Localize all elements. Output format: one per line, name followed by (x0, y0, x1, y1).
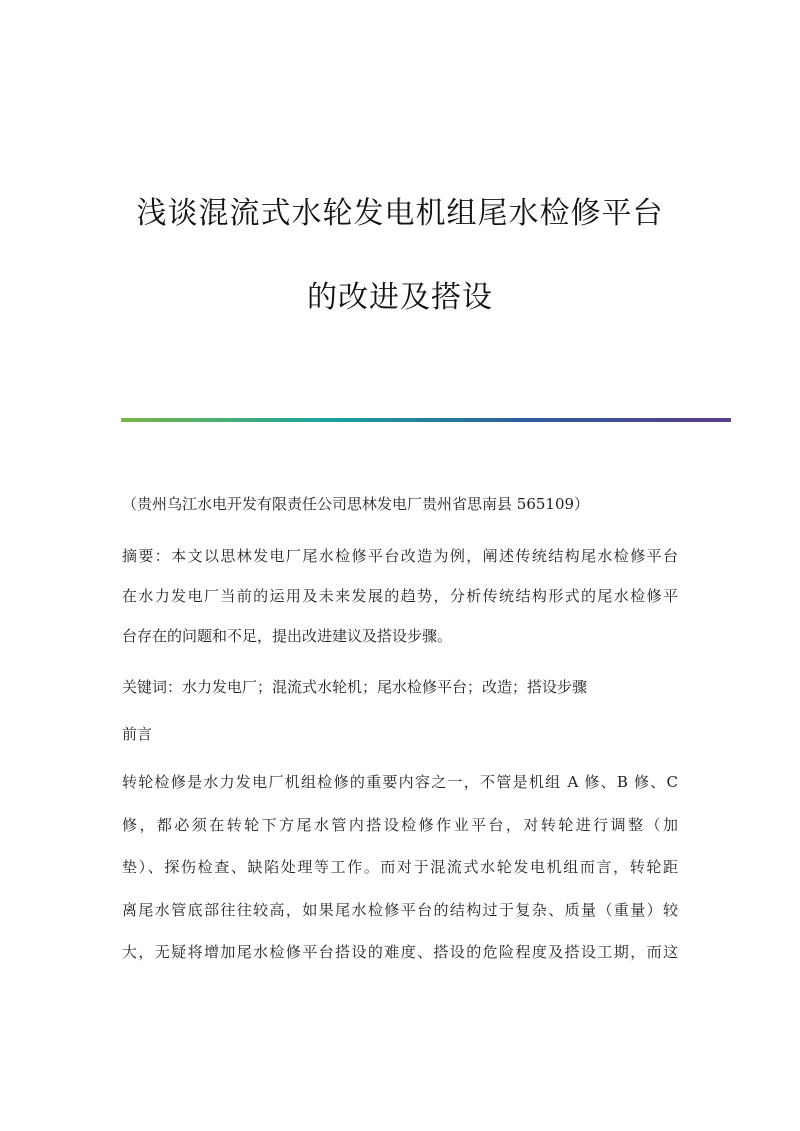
body-line-2: 修，都必须在转轮下方尾水管内搭设检修作业平台，对转轮进行调整（加 (122, 816, 678, 834)
gradient-divider (121, 418, 731, 422)
abstract-line-3: 台存在的问题和不足，提出改进建议及搭设步骤。 (122, 627, 453, 645)
body-line-3: 垫）、探伤检查、缺陷处理等工作。而对于混流式水轮发电机组而言，转轮距 (122, 858, 678, 876)
affiliation: （贵州乌江水电开发有限责任公司思林发电厂贵州省思南县 565109） (122, 495, 590, 513)
title-line-1: 浅谈混流式水轮发电机组尾水检修平台 (136, 196, 664, 231)
preface-heading: 前言 (122, 725, 153, 743)
title-line-2: 的改进及搭设 (307, 280, 493, 315)
abstract-line-1: 摘要：本文以思林发电厂尾水检修平台改造为例，阐述传统结构尾水检修平台 (122, 547, 678, 565)
keywords: 关键词：水力发电厂；混流式水轮机；尾水检修平台；改造；搭设步骤 (122, 678, 588, 696)
body-line-4: 离尾水管底部往往较高，如果尾水检修平台的结构过于复杂、质量（重量）较 (122, 901, 678, 919)
body-line-1: 转轮检修是水力发电厂机组检修的重要内容之一，不管是机组 A 修、B 修、C (122, 773, 678, 791)
abstract-line-2: 在水力发电厂当前的运用及未来发展的趋势，分析传统结构形式的尾水检修平 (122, 587, 678, 605)
body-line-5: 大，无疑将增加尾水检修平台搭设的难度、搭设的危险程度及搭设工期，而这 (122, 943, 678, 961)
